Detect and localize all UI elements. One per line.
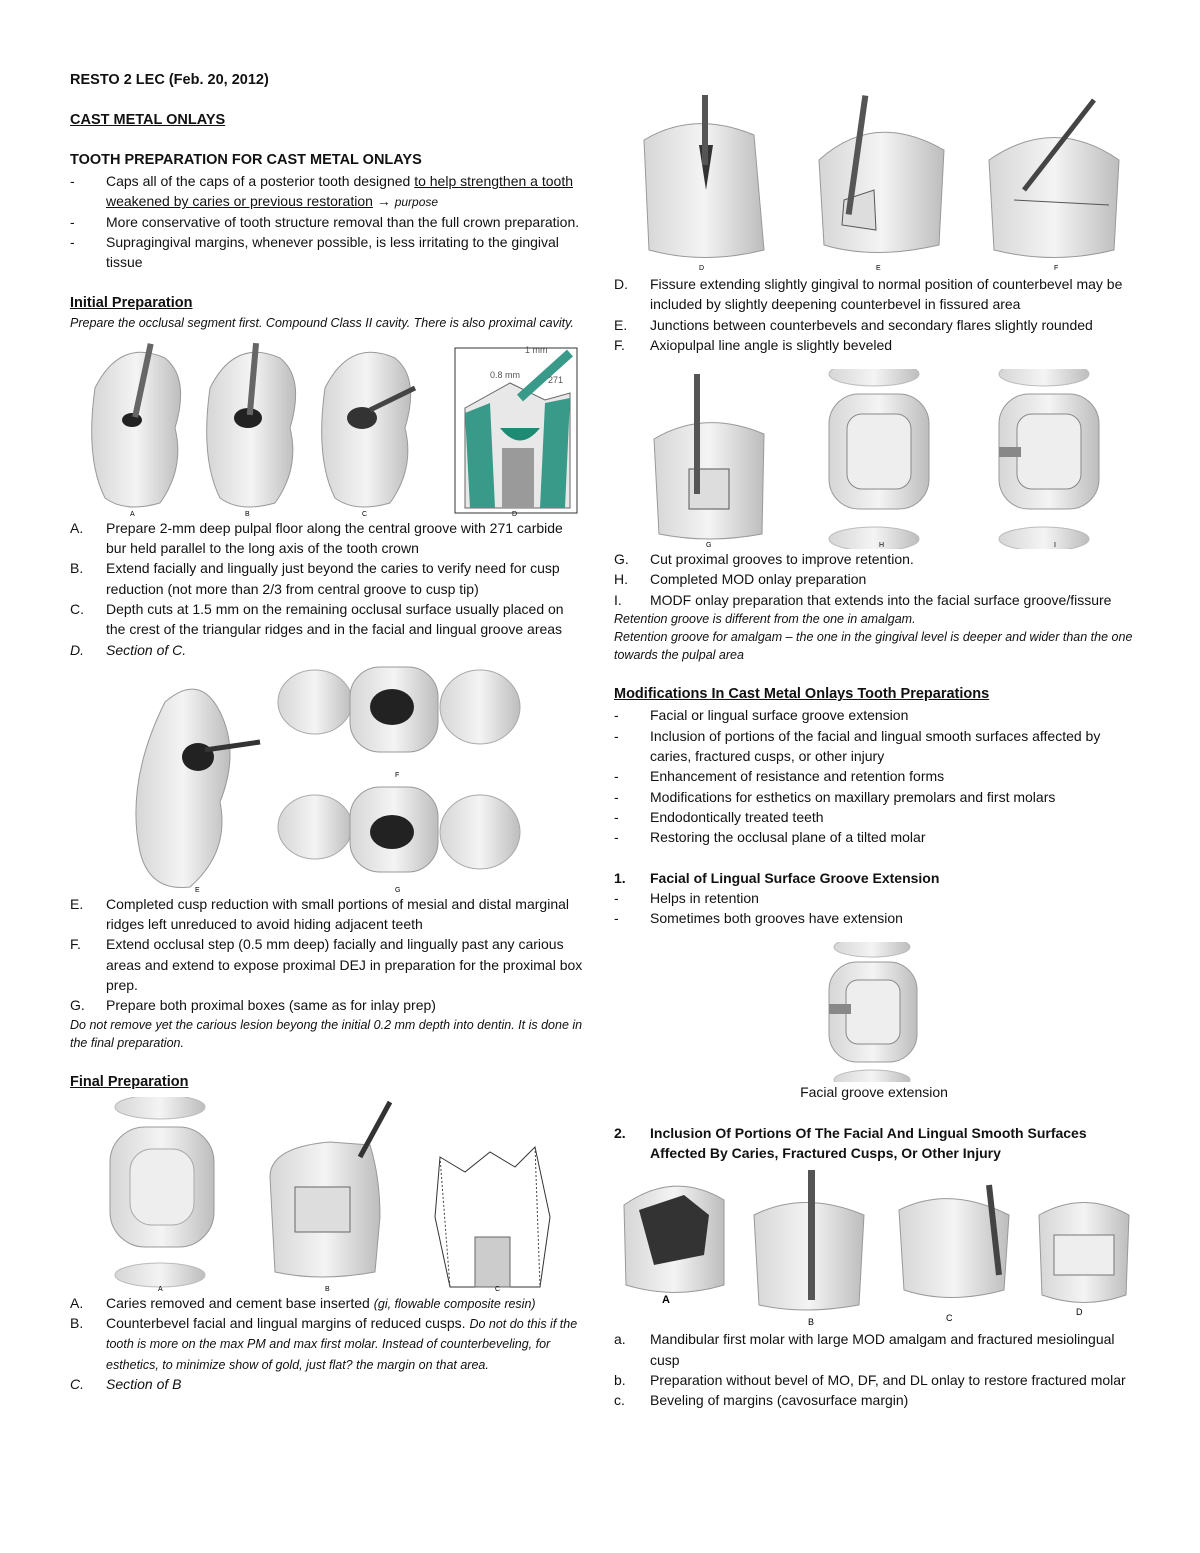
item-text: Prepare 2-mm deep pulpal floor along the central groove with 271 carbide bur held parallel to the long axis of the tooth crown [106,519,563,557]
bullet-dash: - [614,910,619,927]
section-diagram-d [455,345,577,513]
item-mark: b. [614,1371,626,1388]
tooth-drawing-final-a [110,1097,214,1287]
list-item [70,995,585,1015]
bullet-underlined: to help strengthen a tooth weakened by caries or previous restoration [106,173,573,210]
fig-label: C [946,1313,953,1324]
annotation-1mm: 1 mm [525,344,548,355]
bullet-text: Restoring the occlusal plane of a tilted molar [650,829,926,846]
right-column [614,90,1134,1411]
list-item [614,335,1134,355]
list-item [614,569,1134,589]
retention-note-1: Retention groove is different from the one in amalgam. [614,612,916,627]
fig-label: D [512,510,518,518]
fig-label: D [1076,1307,1083,1318]
item-mark: G. [614,551,629,568]
bullet-item [614,888,1134,908]
tooth-drawing-d [644,95,764,258]
item-text: Cut proximal grooves to improve retention. [650,551,914,568]
fig-label: B [808,1317,815,1328]
section-number: 2. [614,1124,626,1141]
tooth-drawing-incl-c [899,1185,1009,1298]
tooth-drawing-g2 [654,374,764,539]
list-item [614,1370,1134,1390]
item-mark: A. [70,519,84,536]
fig-label: D [699,265,705,272]
item-text: Axiopulpal line angle is slightly beveled [650,336,893,353]
fig-label: A [158,1285,163,1293]
item-text: Section of B [106,1376,182,1393]
tooth-drawing-f2 [989,100,1119,258]
fig-label: E [195,886,200,894]
bullet-item [614,787,1134,807]
bullet-dash: - [614,889,619,906]
item-mark: A. [70,1294,84,1311]
initial-prep-note-2: Do not remove yet the carious lesion beyong the initial 0.2 mm depth into dentin. It is done in the final preparation. [70,1017,583,1050]
section-title: Facial of Lingual Surface Groove Extension [650,869,940,886]
bullet-dash: - [614,707,619,724]
bullet-note: purpose [394,195,439,210]
list-item [70,518,585,559]
list-item [614,590,1134,610]
fig-label: A [662,1294,670,1307]
bullet-text: Helps in retention [650,889,759,906]
figure-initial-e-g [70,662,585,894]
item-mark: E. [70,895,84,912]
item-text: Extend occlusal step (0.5 mm deep) facially and lingually past any carious areas and extend to expose proximal DEJ in preparation for the proximal box prep. [106,936,583,994]
fig-label: G [706,542,712,550]
fig-label: H [879,542,885,550]
retention-note-2: Retention groove for amalgam – the one in the gingival level is deeper and wider than the one towards the pulpal area [614,630,1133,663]
item-text: Counterbevel facial and lingual margins of reduced cusps. [106,1315,470,1332]
fig-label: G [395,886,401,894]
item-text: Extend facially and lingually just beyond the caries to verify need for cusp reduction (not more than 2/3 from central groove to cusp tip) [106,560,560,597]
bullet-text: Enhancement of resistance and retention forms [650,768,945,785]
course-header: RESTO 2 LEC (Feb. 20, 2012) [70,72,269,88]
list-item [70,1313,585,1374]
tooth-drawing-incl-b [754,1170,864,1310]
item-text: Junctions between counterbevels and secondary flares slightly rounded [650,316,1093,333]
tooth-drawing-b [207,343,296,507]
item-mark: H. [614,571,628,588]
figure-caption: Facial groove extension [800,1084,948,1101]
section-title: Inclusion Of Portions Of The Facial And Lingual Smooth Surfaces Affected By Caries, Fractured Cusps, Or Other Injury [650,1124,1087,1162]
bullet-text: More conservative of tooth structure removal than the full crown preparation. [106,213,580,230]
figure-final-a-c [70,1097,585,1293]
list-item [70,894,585,935]
item-mark: C. [70,600,84,617]
tooth-drawing-i [999,369,1099,549]
annotation-08mm: 0.8 mm [490,369,521,380]
figure-initial-a-d [70,338,585,518]
bullet-dash: - [614,768,619,785]
tooth-drawing-c [322,352,415,507]
list-item [614,1329,1134,1370]
item-text: Mandibular first molar with large MOD amalgam and fractured mesiolingual cusp [650,1331,1115,1368]
item-text: Caries removed and cement base inserted [106,1294,374,1311]
bullet-item [70,232,585,273]
item-text: Section of C. [106,641,187,658]
bullet-text: Supragingival margins, whenever possible, is less irritating to the gingival tissue [106,234,559,271]
tooth-drawing-h [829,369,929,549]
item-mark: E. [614,316,628,333]
bullet-dash: - [614,829,619,846]
item-mark: G. [70,997,85,1014]
item-text: Beveling of margins (cavosurface margin) [650,1392,909,1409]
list-item [614,1390,1134,1410]
tooth-drawing-incl-d [1039,1203,1129,1303]
list-item [70,558,585,599]
bullet-dash: - [70,234,75,251]
bullet-dash: - [70,213,75,230]
item-text: Preparation without bevel of MO, DF, and DL onlay to restore fractured molar [650,1371,1126,1388]
item-text: Prepare both proximal boxes (same as for inlay prep) [106,997,436,1014]
bullet-text: Caps all of the caps of a posterior tooth designed [106,173,415,190]
bullet-item [614,908,1134,928]
item-text: Depth cuts at 1.5 mm on the remaining occlusal surface usually placed on the crest of the triangular ridges and in the facial and lingual groove areas [106,600,564,638]
item-mark: D. [614,276,628,292]
fig-label: B [325,1285,330,1293]
bullet-item [614,807,1134,827]
list-item [70,934,585,995]
item-mark: F. [70,936,81,953]
list-item [70,1293,585,1313]
bullet-text: Modifications for esthetics on maxillary premolars and first molars [650,788,1056,805]
item-text: MODF onlay preparation that extends into the facial surface groove/fissure [650,591,1112,608]
bullet-item [614,726,1134,767]
item-mark: B. [70,1315,84,1332]
item-text: Fissure extending slightly gingival to normal position of counterbevel may be included by slightly deepening counterbevel in fissured area [650,276,1123,313]
tooth-drawing-e2 [819,95,944,252]
fig-label: F [395,771,400,779]
fig-label: E [876,265,881,272]
list-item [70,1374,585,1394]
section-1-heading [614,868,1134,888]
bullet-item [614,766,1134,786]
tooth-drawing-g [278,787,520,872]
item-text: Completed cusp reduction with small portions of mesial and distal marginal ridges left unreduced to avoid hiding adjacent teeth [106,895,569,933]
bullet-dash: - [614,727,619,744]
left-column [70,70,585,1394]
figure-right-d-f [614,90,1134,274]
item-mark: D. [70,641,84,658]
list-item [70,599,585,640]
fig-label: B [245,510,250,518]
arrow: → [372,193,395,210]
list-item [614,549,1134,569]
section-2-heading [614,1123,1134,1164]
tooth-drawing-e [136,689,260,887]
bullet-item [614,827,1134,847]
section-number: 1. [614,869,626,886]
figure-right-g-i [614,369,1134,549]
fig-label: F [1054,265,1059,272]
item-mark: B. [70,560,84,577]
bullet-dash: - [614,788,619,805]
item-note: Do not do this if the tooth is more on the max PM and max first molar. Instead of counterbeveling, for esthetics, to minimize show of gold, just flat? the margin on that area. [106,1317,578,1372]
bullet-text: Sometimes both grooves have extension [650,910,903,927]
item-note: (gi, flowable composite resin) [373,1296,536,1311]
figure-inclusion-a-d [614,1165,1134,1329]
bullet-item [614,705,1134,725]
bullet-item [70,171,585,212]
item-mark: c. [614,1392,625,1409]
list-item [614,274,1134,315]
list-item [70,640,585,660]
fig-label: I [1054,542,1056,550]
tooth-drawing-final-b [270,1102,390,1277]
list-item [614,315,1134,335]
bullet-dash: - [70,173,75,190]
fig-label: C [362,510,368,518]
bullet-dash: - [614,808,619,825]
bullet-text: Inclusion of portions of the facial and lingual smooth surfaces affected by caries, fractured cusps, or other injury [650,727,1101,765]
annotation-271: 271 [548,374,564,385]
topic-title: CAST METAL ONLAYS [70,112,226,129]
bullet-text: Endodontically treated teeth [650,808,824,825]
tooth-drawing-f [278,667,520,752]
initial-prep-title: Initial Preparation [70,294,193,311]
item-mark: a. [614,1331,626,1348]
item-mark: F. [614,336,625,353]
fig-label: A [130,510,135,518]
bullet-text: Facial or lingual surface groove extension [650,707,909,724]
section-diagram-final-c [435,1147,550,1287]
item-text: Completed MOD onlay preparation [650,571,867,588]
item-mark: I. [614,591,622,608]
fig-label: C [495,1285,501,1293]
item-mark: C. [70,1376,84,1393]
tooth-drawing-incl-a [624,1186,724,1292]
bullet-item [70,212,585,232]
initial-prep-note: Prepare the occlusal segment first. Compound Class II cavity. There is also proximal cavity. [70,315,574,330]
figure-facial-groove [614,942,1134,1082]
final-prep-title: Final Preparation [70,1073,189,1090]
section-title: TOOTH PREPARATION FOR CAST METAL ONLAYS [70,152,422,169]
modifications-title: Modifications In Cast Metal Onlays Tooth Preparations [614,686,990,703]
tooth-drawing-a [92,343,181,507]
